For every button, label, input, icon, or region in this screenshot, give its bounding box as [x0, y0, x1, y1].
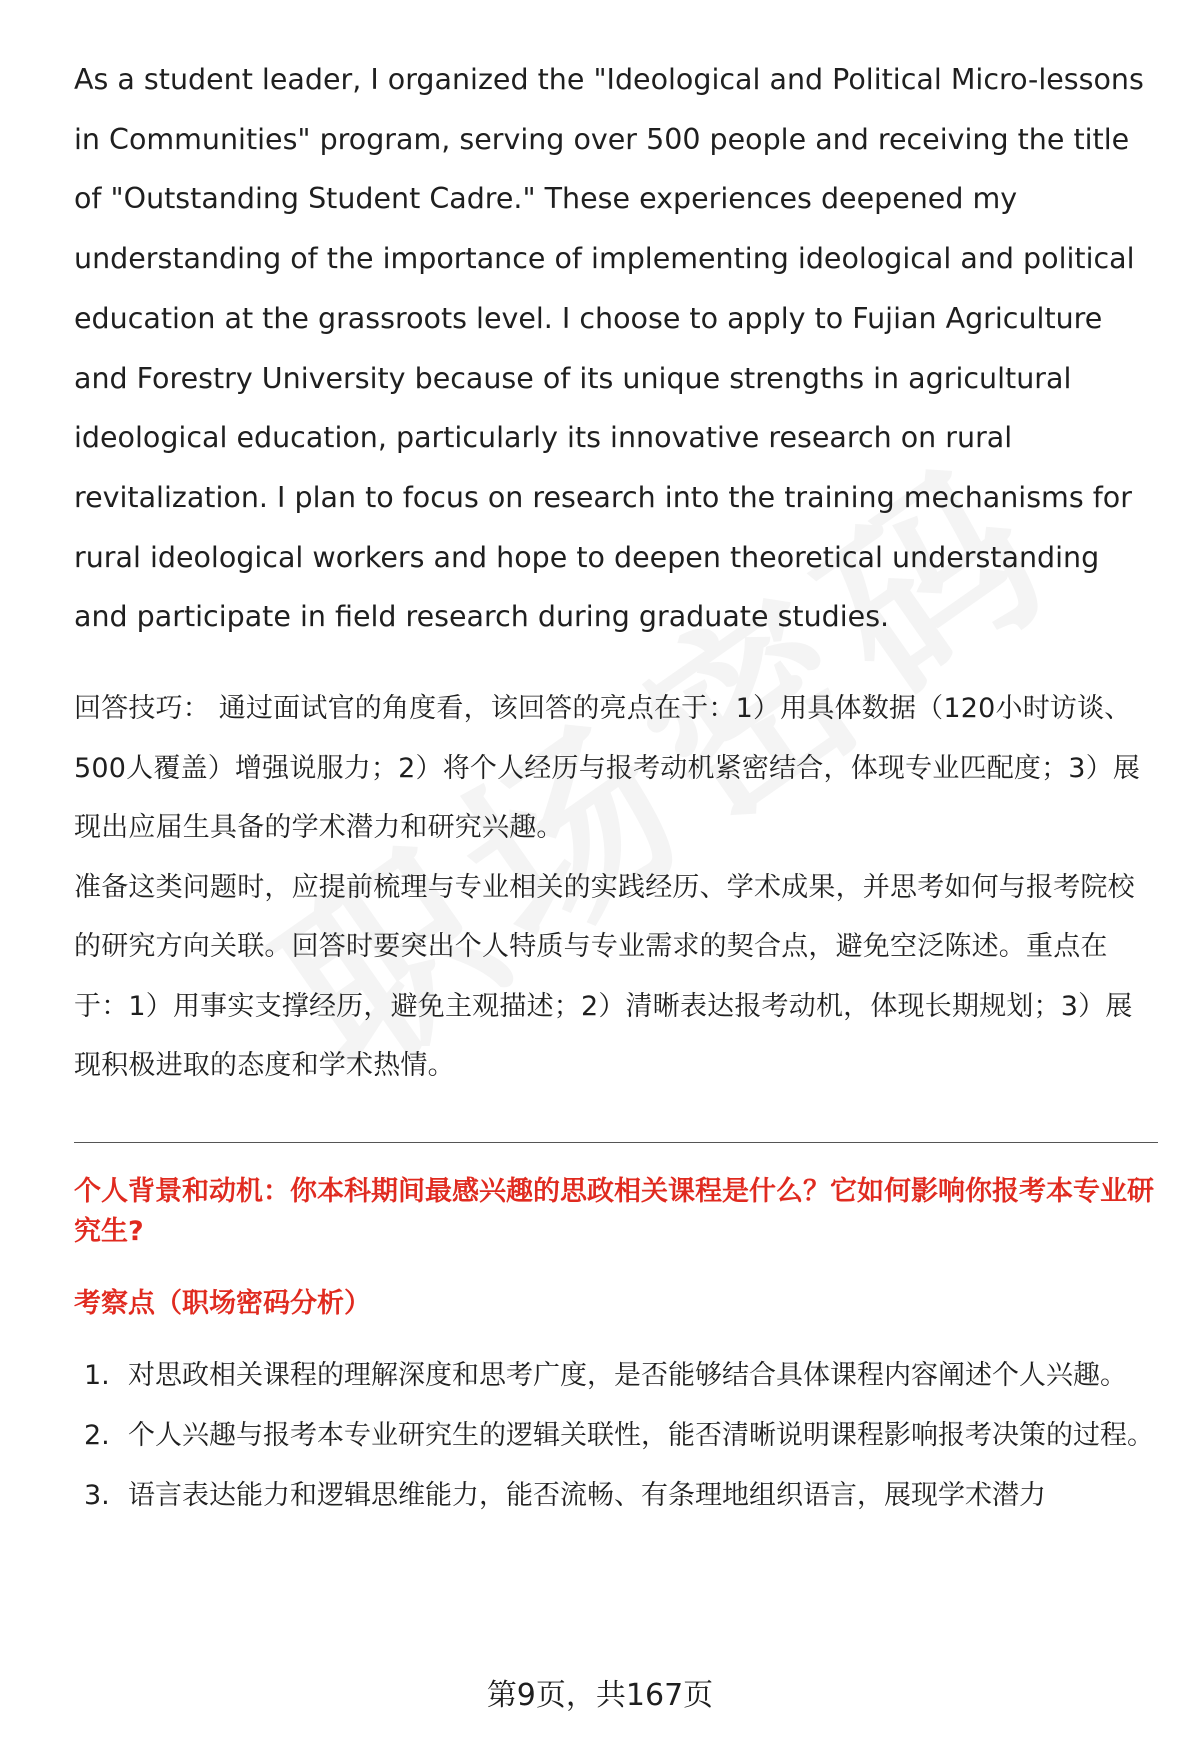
tips-block — [74, 679, 1158, 1096]
list-item — [74, 1346, 1158, 1406]
question-section — [74, 1172, 1158, 1526]
list-item-number: 2. — [84, 1420, 110, 1451]
question-heading: 个人背景和动机：你本科期间最感兴趣的思政相关课程是什么？它如何影响你报考本专业研究生? — [74, 1176, 1154, 1247]
list-item-text: 语言表达能力和逻辑思维能力，能否流畅、有条理地组织语言，展现学术潜力 — [128, 1480, 1046, 1511]
assessment-points-list — [74, 1346, 1158, 1526]
answer-tips-paragraph: 回答技巧： 通过面试官的角度看，该回答的亮点在于：1）用具体数据（120小时访谈、500人覆盖）增强说服力；2）将个人经历与报考动机紧密结合，体现专业匹配度；3）展现出应届生具备的学术潜力和研究兴趣。 — [74, 693, 1141, 844]
list-item-number: 1. — [84, 1360, 110, 1391]
list-item-text: 个人兴趣与报考本专业研究生的逻辑关联性，能否清晰说明课程影响报考决策的过程。 — [128, 1420, 1154, 1451]
english-answer-paragraph: As a student leader, I organized the "Ideological and Political Micro-lessons in Communities" program, serving over 500 people and receiving the title of "Outstanding Student Cadre." These experiences deepened my understanding of the importance of implementing ideological and political education at the grassroots level. I choose to apply to Fujian Agriculture and Forestry University because of its unique strengths in agricultural ideological education, particularly its innovative research on rural revitalization. I plan to focus on research into the training mechanisms for rural ideological workers and hope to deepen theoretical understanding and participate in field research during graduate studies. — [74, 63, 1144, 634]
list-item — [74, 1466, 1158, 1526]
list-item — [74, 1406, 1158, 1466]
assessment-points-heading: 考察点（职场密码分析） — [74, 1288, 371, 1319]
page-number: 第9页，共167页 — [486, 1678, 714, 1713]
main-content — [74, 50, 1158, 1096]
preparation-paragraph: 准备这类问题时，应提前梳理与专业相关的实践经历、学术成果，并思考如何与报考院校的研究方向关联。回答时要突出个人特质与专业需求的契合点，避免空泛陈述。重点在于：1）用事实支撑经历，避免主观描述；2）清晰表达报考动机，体现长期规划；3）展现积极进取的态度和学术热情。 — [74, 871, 1135, 1082]
list-item-number: 3. — [84, 1480, 110, 1511]
list-item-text: 对思政相关课程的理解深度和思考广度，是否能够结合具体课程内容阐述个人兴趣。 — [128, 1360, 1127, 1391]
section-divider — [74, 1142, 1158, 1143]
